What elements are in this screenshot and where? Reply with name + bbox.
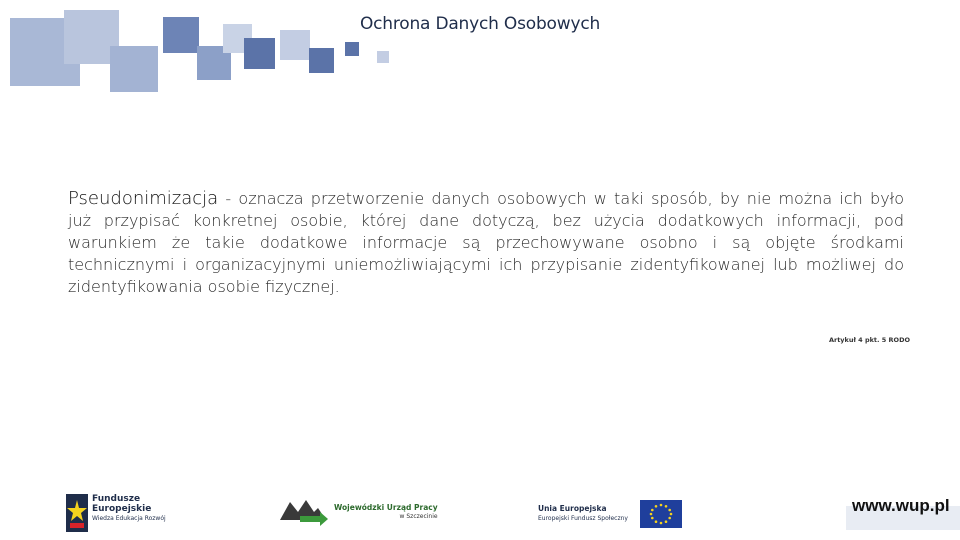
decor-square: [345, 42, 359, 56]
fe-line2: Europejskie: [92, 504, 152, 514]
decor-square: [163, 17, 199, 53]
definition-text: - oznacza przetworzenie danych osobowych w taki sposób, by nie można ich było już przypisać konkretnej osobie, której dane dotyczą, bez użycia dodatkowych informacji, pod warunkiem że takie dodatkowe informacje są przechowywane osobno i są objęte środkami technicznymi i organizacyjnymi uniemożliwiającymi ich przypisanie zidentyfikowanej lub możliwej do zidentyfikowania osobie fizycznej.: [68, 189, 904, 296]
fe-line1: Fundusze: [92, 494, 141, 504]
eu-flag-icon: [640, 500, 682, 528]
ue-line1: Unia Europejska: [538, 504, 607, 513]
decor-square: [280, 30, 310, 60]
eu-logo: [538, 500, 682, 528]
wup-text: [334, 503, 438, 521]
fe-line3: Wiedza Edukacja Rozwój: [92, 515, 166, 522]
defined-term: Pseudonimizacja: [68, 188, 219, 209]
ue-line2: Europejski Fundusz Społeczny: [538, 515, 628, 522]
decor-square: [244, 38, 275, 69]
wup-line1: Wojewódzki Urząd Pracy: [334, 503, 438, 512]
decor-square: [377, 51, 389, 63]
decor-square: [110, 46, 158, 92]
source-citation: Artykuł 4 pkt. 5 RODO: [828, 336, 910, 344]
fundusze-europejskie-logo: [66, 494, 166, 532]
definition-paragraph: [68, 188, 904, 298]
decor-square: [309, 48, 334, 73]
fe-text: [92, 494, 166, 524]
wup-logo: [280, 498, 438, 526]
wup-mark-icon: [280, 498, 328, 526]
wup-line2: w Szczecinie: [399, 513, 438, 520]
ue-text: [538, 504, 628, 524]
website-url[interactable]: www.wup.pl: [852, 496, 950, 515]
fe-star-icon: [66, 494, 88, 532]
slide-title: Ochrona Danych Osobowych: [359, 14, 601, 34]
